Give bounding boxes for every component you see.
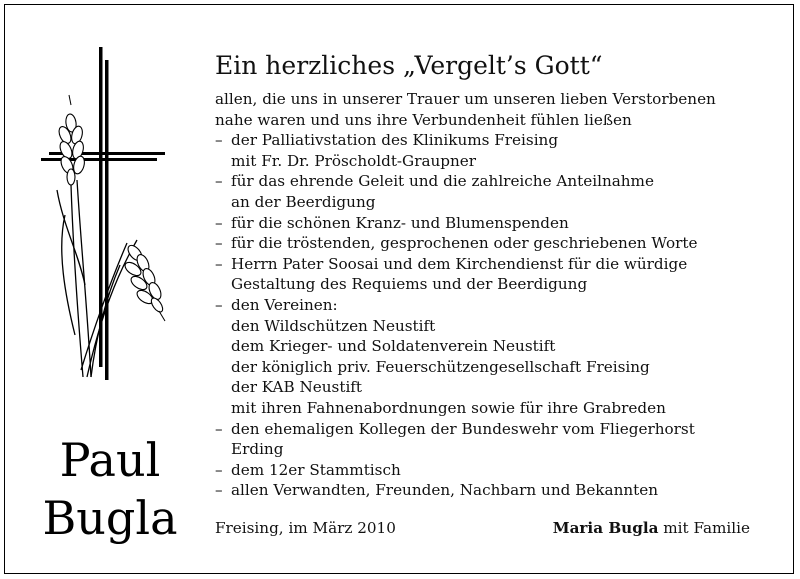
deceased-first-name: Paul xyxy=(59,433,161,487)
item-line: für das ehrende Geleit und die zahlreiche Anteilnahme xyxy=(231,172,654,191)
intro-line: nahe waren und uns ihre Verbundenheit fühlen ließen xyxy=(215,110,632,129)
thanks-item xyxy=(215,254,775,295)
dash-bullet: – xyxy=(215,213,223,232)
item-line: den Vereinen: xyxy=(231,295,338,314)
item-line: für die schönen Kranz- und Blumenspenden xyxy=(231,213,569,232)
thanks-item xyxy=(215,480,775,501)
item-line: Herrn Pater Soosai und dem Kirchendienst für die würdige xyxy=(231,254,688,273)
signer-name: Maria Bugla xyxy=(552,519,659,537)
item-line: an der Beerdigung xyxy=(231,192,376,211)
item-line: der königlich priv. Feuerschützengesellschaft Freising xyxy=(231,357,650,376)
dash-bullet: – xyxy=(215,254,223,273)
item-line: dem 12er Stammtisch xyxy=(231,460,401,479)
intro-line: allen, die uns in unserer Trauer um unseren lieben Verstorbenen xyxy=(215,90,716,108)
notice-title: Ein herzliches „Vergelt’s Gott“ xyxy=(215,51,603,80)
item-line: der KAB Neustift xyxy=(231,378,363,397)
dash-bullet: – xyxy=(215,460,223,479)
item-line: Erding xyxy=(231,440,284,459)
cross-with-wheat-icon xyxy=(5,5,205,395)
thanks-text xyxy=(215,49,775,501)
thanks-item xyxy=(215,130,775,171)
thanks-item xyxy=(215,233,775,254)
thanks-item xyxy=(215,419,775,460)
thanks-item xyxy=(215,171,775,212)
item-line: Gestaltung des Requiems und der Beerdigung xyxy=(231,275,588,294)
dash-bullet: – xyxy=(215,295,223,314)
notice-footer xyxy=(215,519,750,537)
item-line: mit ihren Fahnenabordnungen sowie für ihre Grabreden xyxy=(231,398,666,417)
item-line: für die tröstenden, gesprochenen oder geschriebenen Worte xyxy=(231,234,698,253)
dash-bullet: – xyxy=(215,419,223,438)
dash-bullet: – xyxy=(215,234,223,253)
thanks-item xyxy=(215,213,775,234)
item-line: dem Krieger- und Soldatenverein Neustift xyxy=(231,337,556,356)
item-line: den Wildschützen Neustift xyxy=(231,316,436,335)
deceased-last-name: Bugla xyxy=(42,491,178,545)
item-line: den ehemaligen Kollegen der Bundeswehr vom Fliegerhorst xyxy=(231,419,695,438)
dash-bullet: – xyxy=(215,131,223,150)
place-date: Freising, im März 2010 xyxy=(215,519,396,537)
item-line: allen Verwandten, Freunden, Nachbarn und Bekannten xyxy=(231,481,658,500)
thanks-item xyxy=(215,295,775,419)
dash-bullet: – xyxy=(215,172,223,191)
signer-suffix: mit Familie xyxy=(663,519,750,537)
thanks-item xyxy=(215,460,775,481)
item-line: mit Fr. Dr. Pröscholdt-Graupner xyxy=(231,151,477,170)
dash-bullet: – xyxy=(215,481,223,500)
item-line: der Palliativstation des Klinikums Freising xyxy=(231,131,559,150)
obituary-notice xyxy=(4,4,794,574)
signature xyxy=(553,519,750,537)
